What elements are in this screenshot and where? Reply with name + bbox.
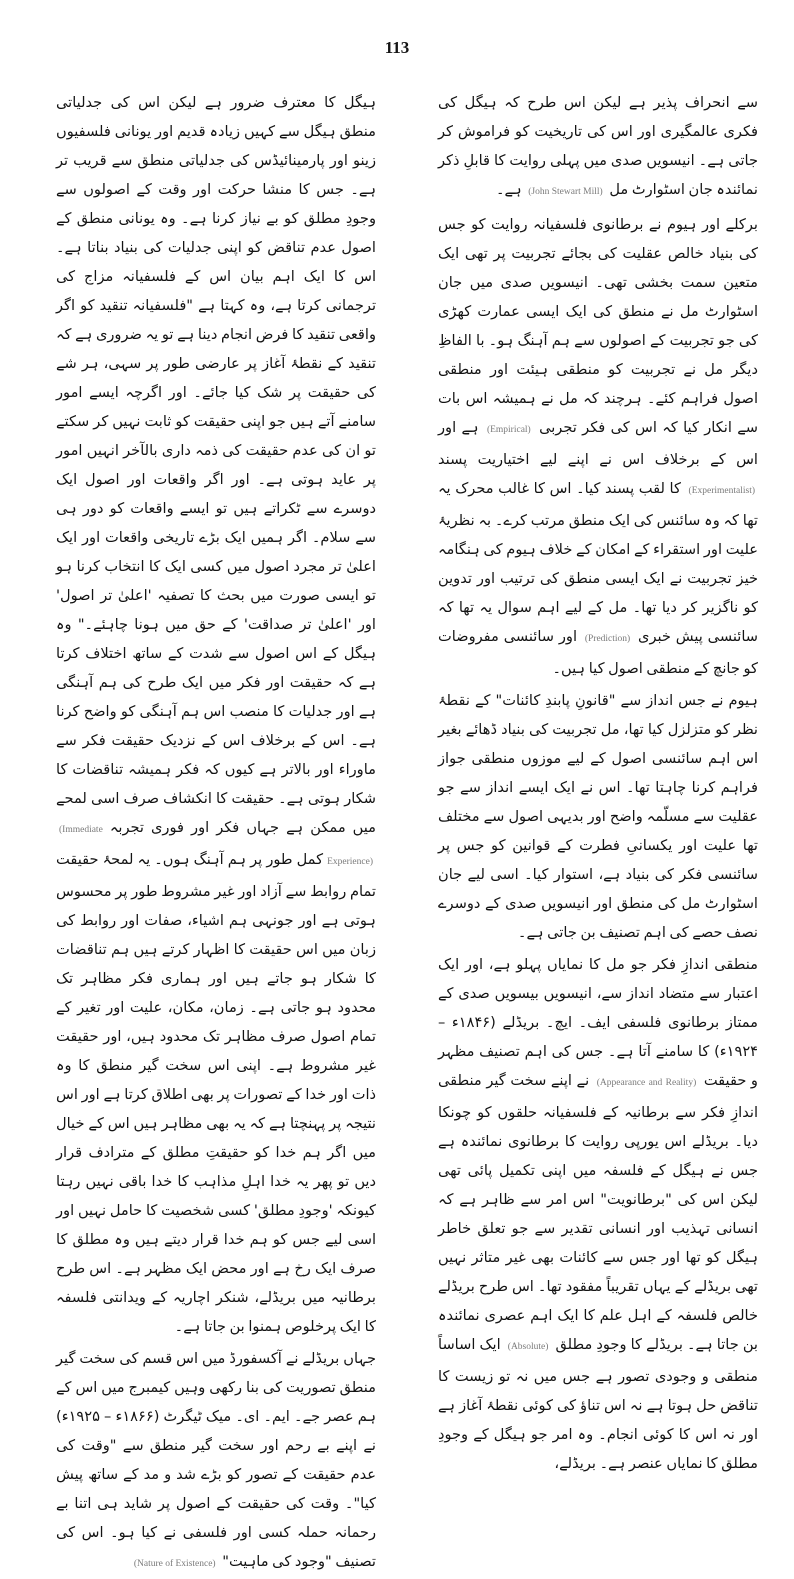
right-p2c-text: کا لقب پسند کیا۔ اس کا غالب محرک یہ تھا کہ وہ سائنس کی ایک منطق مرتب کرے۔ بہ نظریۂ علیت اور استقراء کے امکان کے خلاف ہیوم کی ہنگامہ خیز تجربیت نے ایک ایسی منطق کی ترتیب اور تدوین کو ناگزیر کر دیا تھا۔ مل کے لیے اہم سوال یہ تھا کہ سائنسی پیش خبری [438, 480, 758, 645]
gloss-nature-of-existence: (Nature of Existence) [133, 1559, 216, 1569]
right-p1-text: سے انحراف پذیر ہے لیکن اس طرح کہ ہیگل کی فکری عالمگیری اور اس کی تاریخیت کو فراموش کر جاتی ہے۔ انیسویں صدی میں پہلی روایت کا قابلِ ذکر نمائندہ جان اسٹوارٹ مل [438, 94, 758, 198]
left-p1-text: ہیگل کا معترف ضرور ہے لیکن اس کی جدلیاتی منطق ہیگل سے کہیں زیادہ قدیم اور یونانی فلسفیوں زینو اور پارمینائیڈس کی جدلیاتی منطق سے قریب تر ہے۔ جس کا منشا حرکت اور وقت کے اصولوں سے وجودِ مطلق کو بے نیاز کرنا ہے۔ وہ یونانی منطق کے اصول عدم تناقض کو اپنی جدلیات کی بنیاد بناتا ہے۔ اس کا ایک اہم بیان اس کے فلسفیانہ مزاج کی ترجمانی کرتا ہے، وہ کہتا ہے "فلسفیانہ تنقید کو اگر واقعی تنقید کا فرض انجام دینا ہے تو یہ ضروری ہے کہ تنقید کے نقطۂ آغاز پر عارضی طور پر سہی، ہر شے کی حقیقت پر شک کیا جائے۔ اور اگرچہ ایسے امور سامنے آتے ہیں جو اپنی حقیقت کو ثابت نہیں کر سکتے تو ان کی عدم حقیقت کی ذمہ داری بالآخر انہیں امور پر عاید ہوتی ہے۔ اور اگر واقعات اور اصول ایک دوسرے سے ٹکراتے ہیں تو ایسے واقعات کو دور ہی سے سلام۔ اگر ہمیں ایک بڑے تاریخی واقعات اور ایک اعلیٰ تر مجرد اصول میں کسی ایک کا انتخاب کرنا ہو تو ایسی صورت میں بحث کا تصفیہ 'اعلیٰ تر اصول' اور 'اعلیٰ تر صداقت' کے حق میں ہونا چاہئے۔" وہ ہیگل کے اس اصول سے شدت کے ساتھ اختلاف کرتا ہے کہ حقیقت اور فکر میں ایک طرح کی ہم آہنگی ہے اور جدلیات کا منصب اس ہم آہنگی کو واضح کرنا ہے۔ اس کے برخلاف اس کے نزدیک حقیقت فکر سے ماوراء اور بالاتر ہے کیوں کہ فکر ہمیشہ تناقضات کا شکار ہوتی ہے۔ حقیقت کا انکشاف صرف اسی لمحے میں ممکن ہے جہاں فکر اور فوری تجربہ [56, 94, 376, 836]
right-p2d-text: اور سائنسی مفروضات کو جانچ کے منطقی اصول کیا ہیں۔ [438, 628, 758, 677]
left-column [56, 88, 377, 1570]
gloss-prediction: (Prediction) [584, 634, 631, 644]
left-p2-text: جہاں بریڈلے نے آکسفورڈ میں اس قسم کی سخت گیر منطق تصوریت کی بنا رکھی وہیں کیمبرج میں اس کے ہم عصر جے۔ ایم۔ ای۔ میک ٹیگرٹ (۱۸۶۶ء – ۱۹۲۵ء) نے اپنے بے رحم اور سخت گیر منطق سے "وقت کی عدم حقیقت کے تصور کو بڑے شد و مد کے ساتھ پیش کیا"۔ وقت کی حقیقت کے اصول پر شاید ہی اتنا بے رحمانہ حملہ کسی اور فلسفی نے کیا ہو۔ اس کی تصنیف "وجود کی ماہیت" [56, 1350, 377, 1570]
gloss-empirical: (Empirical) [486, 425, 531, 435]
right-p5-text: نے اپنے سخت گیر منطقی اندازِ فکر سے برطانیہ کے فلسفیانہ حلقوں کو چونکا دیا۔ بریڈلے اس یورپی روایت کا برطانوی نمائندہ ہے جس نے ہیگل کے فلسفہ میں اپنی تکمیل پائی تھی لیکن اس کی "برطانویت" اس امر سے ظاہر ہے کہ انسانی تہذیب اور انسانی تقدیر سے جو تعلق خاطر ہیگل کو تھا اور جس سے کائنات بھی غیر متاثر نہیں تھی بریڈلے کے یہاں تقریباً مفقود تھا۔ اس طرح بریڈلے خالص فلسفہ کے اہل علم کا ایک اہم عصری نمائندہ بن جاتا ہے۔ بریڈلے کا وجودِ مطلق [438, 1072, 758, 1353]
right-p4-text: منطقی اندازِ فکر جو مل کا نمایاں پہلو ہے، اور ایک اعتبار سے متضاد انداز سے، انیسویں بیسویں صدی کے ممتاز برطانوی فلسفی ایف۔ ایچ۔ بریڈلے (۱۸۴۶ء – ۱۹۲۴ء) کا سامنے آتا ہے۔ جس کی اہم تصنیف مظہر و حقیقت [438, 956, 758, 1089]
gloss-absolute: (Absolute) [507, 1342, 549, 1352]
left-p1b-text: کمل طور پر ہم آہنگ ہوں۔ یہ لمحۂ حقیقت تمام روابط سے آزاد اور غیر مشروط طور پر محسوس ہوتی ہے اور جونہی ہم اشیاء، صفات اور روابط کی زبان میں اس حقیقت کا اظہار کرتے ہیں ہم تناقضات کا شکار ہو جاتے ہیں اور ہماری فکر مظاہر تک محدود ہو جاتی ہے۔ زمان، مکان، علیت اور تغیر کے تمام اصول صرف مظاہر تک محدود ہیں، اور حقیقت غیر مشروط ہے۔ اپنی اس سخت گیر منطق کا وہ ذات اور خدا کے تصورات پر بھی اطلاق کرتا ہے اور اس نتیجہ پر پہنچتا ہے کہ یہ بھی مظاہر ہیں اس کے خیال میں اگر ہم خدا کو حقیقتِ مطلق کے مترادف قرار دیں تو پھر یہ خدا اہلِ مذاہب کا خدا باقی نہیں رہتا کیونکہ 'وجودِ مطلق' کسی شخصیت کا حامل نہیں اور اسی لیے جس کو ہم خدا قرار دیتے ہیں وہ مطلق کا صرف ایک رخ ہے اور محض ایک مظہر ہے۔ اس طرح برطانیہ میں بریڈلے، شنکر اچاریہ کے ویدانتی فلسفہ کا ایک پرخلوص ہمنوا بن جاتا ہے۔ [56, 851, 376, 1335]
left-paragraph-1 [56, 88, 376, 1341]
right-p3-text: ہیوم نے جس انداز سے "قانونِ پابندِ کائنات" کے نقطۂ نظر کو متزلزل کیا تھا، مل تجربیت کی بنیاد ڈھائے بغیر اس اہم سائنسی اصول کے لیے موزوں منطقی جواز فراہم کرنا چاہتا تھا۔ اس نے ایک ایسے انداز سے جو عقلیت سے مسلّمہ واضح اور بدیہی اصول سے مختلف تھا علیت اور یکسانیِ فطرت کے قوانین کو جس پر سائنسی فکر کی بنیاد ہے، استوار کیا۔ اسی لیے جان اسٹوارٹ مل کی منطق اور انیسویں صدی کے دوسرے نصف حصے کی اہم تصنیف بن جاتی ہے۔ [438, 692, 758, 941]
right-p2b-text: ہے اور اس کے برخلاف اس نے اپنے لیے اختیاریت پسند [438, 419, 758, 468]
page-number: 113 [384, 38, 410, 57]
right-p6-text: ایک اساساً منطقی و وجودی تصور ہے جس میں نہ تو زیست کا تناقض حل ہوتا ہے نہ اس تناؤ کی کوئی نقطۂ آغاز ہے اور نہ اس کا کوئی انجام۔ وہ امر جو ہیگل کے وجودِ مطلق کا نمایاں عنصر ہے۔ بریڈلے، [438, 1336, 758, 1472]
gloss-appearance-and-reality: (Appearance and Reality) [596, 1078, 697, 1088]
left-paragraph-2 [56, 1344, 376, 1579]
right-p1-end: ہے۔ [495, 181, 522, 198]
right-paragraph-3 [438, 686, 758, 947]
gloss-experimentalist: (Experimentalist) [688, 486, 756, 496]
right-column [438, 88, 759, 1472]
right-paragraph-4 [438, 950, 758, 1478]
right-p2a-text: برکلے اور ہیوم نے برطانوی فلسفیانہ روایت کو جس کی بنیاد خالص عقلیت کی بجائے تجربیت پر تھی ایک متعین سمت بخشی تھی۔ انیسویں صدی میں جان اسٹوارٹ مل نے منطق کی ایک ایسی عمارت کھڑی کی جو تجربیت کے اصولوں سے ہم آہنگ ہو۔ با الفاظِ دیگر مل نے تجربیت کو منطقی ہیئت اور منطقی اصول فراہم کئے۔ ہرچند کہ مل نے ہمیشہ اس بات سے انکار کیا کہ اس کی فکر تجربی [438, 216, 759, 436]
gloss-immediate-experience: (Immediate Experience) [59, 825, 373, 867]
gloss-john-stewart-mill: (John Stewart Mill) [528, 187, 603, 197]
right-paragraph-1 [438, 88, 758, 207]
right-paragraph-2 [438, 210, 758, 683]
